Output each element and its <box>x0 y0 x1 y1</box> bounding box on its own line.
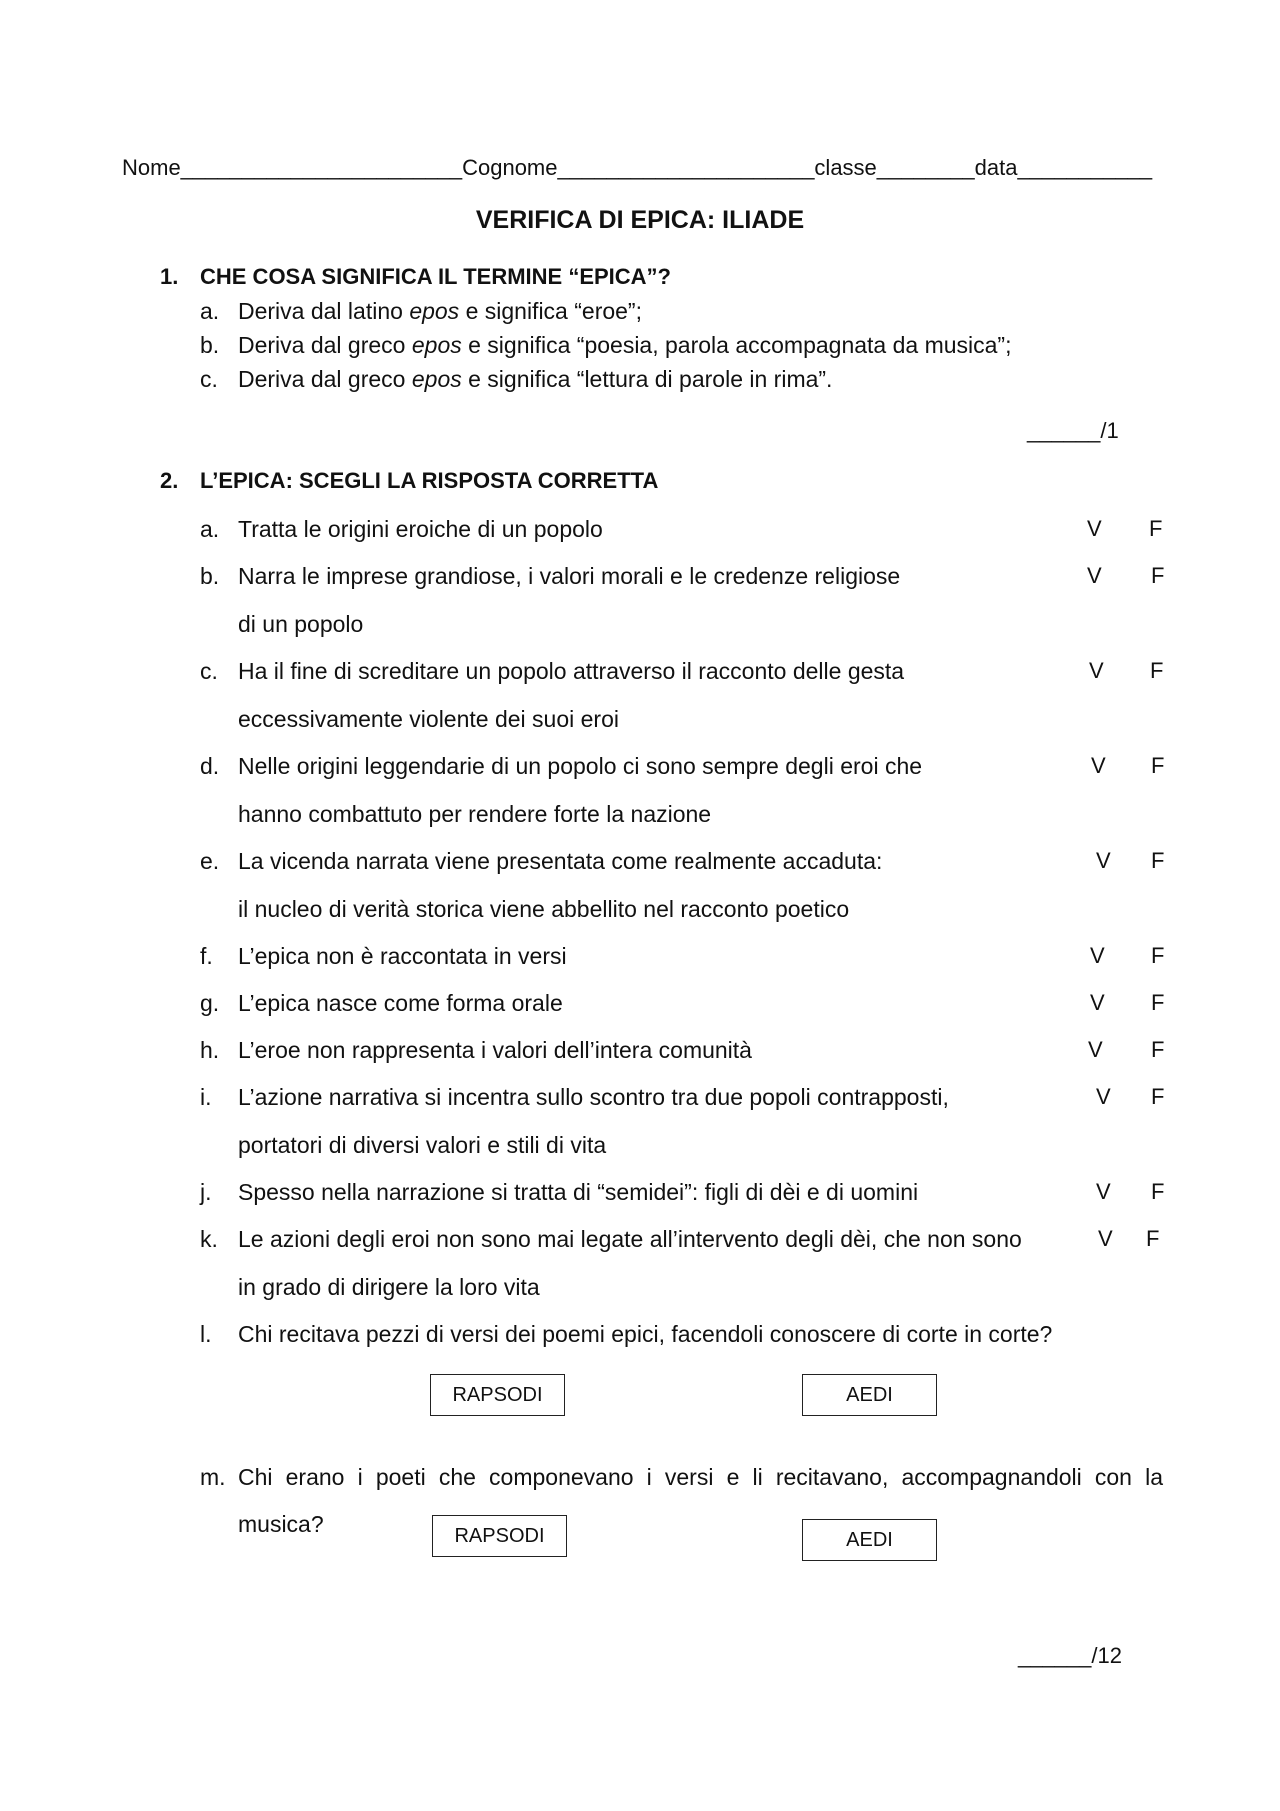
q2-item-i-text-cont: portatori di diversi valori e stili di vita <box>238 1132 607 1158</box>
q1-score-field[interactable]: ______/1 <box>1027 418 1119 443</box>
q2-item-b-false-option[interactable]: F <box>1151 563 1165 588</box>
q1-option-b-post: e significa “poesia, parola accompagnata da musica”; <box>461 332 1012 358</box>
q2-item-g-false-option[interactable]: F <box>1151 990 1165 1015</box>
q2-item-b-true-option[interactable]: V <box>1087 563 1102 588</box>
question-1-number: 1. <box>160 264 179 289</box>
q2-item-a-text: Tratta le origini eroiche di un popolo <box>238 516 603 542</box>
question-1-heading <box>160 266 671 288</box>
q2-item-a-letter: a. <box>200 516 220 542</box>
page-title: VERIFICA DI EPICA: ILIADE <box>475 206 805 234</box>
q2-item-c-false-option[interactable]: F <box>1150 658 1164 683</box>
q2-item-c-text-cont: eccessivamente violente dei suoi eroi <box>238 706 619 732</box>
question-2-heading <box>160 470 658 492</box>
q2-item-c-true-option[interactable]: V <box>1089 658 1104 683</box>
q2-item-m-text: Chi erano i poeti che componevano i versi e li recitavano, accompagnandoli con la <box>238 1464 1163 1490</box>
q2-item-a-false-option[interactable]: F <box>1149 516 1163 541</box>
student-info-line[interactable]: Nome_______________________Cognome_____________________classe________data___________ <box>122 155 1153 180</box>
q2-item-d-true-option[interactable]: V <box>1091 753 1106 778</box>
q2-item-j-text: Spesso nella narrazione si tratta di “semidei”: figli di dèi e di uomini <box>238 1179 919 1205</box>
q1-option-b[interactable] <box>238 334 1011 357</box>
q2-item-m-rapsodi-choice[interactable]: RAPSODI <box>432 1515 567 1557</box>
q2-item-l-letter: l. <box>200 1321 212 1347</box>
q2-item-l-aedi-choice[interactable]: AEDI <box>802 1374 937 1416</box>
q2-item-b-letter: b. <box>200 563 220 589</box>
q2-item-m-aedi-choice[interactable]: AEDI <box>802 1519 937 1561</box>
q2-item-k-letter: k. <box>200 1226 218 1252</box>
q1-option-c[interactable] <box>238 368 832 391</box>
q1-option-b-term: epos <box>411 332 462 358</box>
q2-item-b-text: Narra le imprese grandiose, i valori morali e le credenze religiose <box>238 563 901 589</box>
question-2-number: 2. <box>160 468 179 493</box>
q2-item-m-text-cont: musica? <box>238 1511 324 1537</box>
q2-item-d-text-cont: hanno combattuto per rendere forte la nazione <box>238 801 712 827</box>
q2-item-d-text: Nelle origini leggendarie di un popolo ci sono sempre degli eroi che <box>238 753 923 779</box>
q2-item-c-text: Ha il fine di screditare un popolo attraverso il racconto delle gesta <box>238 658 905 684</box>
q2-item-b-text-cont: di un popolo <box>238 611 364 637</box>
q2-item-h-letter: h. <box>200 1037 220 1063</box>
q2-item-d-false-option[interactable]: F <box>1151 753 1165 778</box>
q2-item-g-true-option[interactable]: V <box>1090 990 1105 1015</box>
q1-option-a-pre: Deriva dal latino <box>238 298 410 324</box>
q2-item-e-text-cont: il nucleo di verità storica viene abbellito nel racconto poetico <box>238 896 850 922</box>
q2-item-l-rapsodi-choice[interactable]: RAPSODI <box>430 1374 565 1416</box>
q2-item-e-true-option[interactable]: V <box>1096 848 1111 873</box>
q2-item-i-letter: i. <box>200 1084 212 1110</box>
q2-item-h-true-option[interactable]: V <box>1088 1037 1103 1062</box>
q2-item-e-letter: e. <box>200 848 220 874</box>
q1-option-b-pre: Deriva dal greco <box>238 332 412 358</box>
q1-option-c-letter: c. <box>200 366 218 392</box>
q2-item-j-true-option[interactable]: V <box>1096 1179 1111 1204</box>
q2-item-g-letter: g. <box>200 990 220 1016</box>
q2-item-a-true-option[interactable]: V <box>1087 516 1102 541</box>
q2-item-e-false-option[interactable]: F <box>1151 848 1165 873</box>
q2-item-i-text: L’azione narrativa si incentra sullo scontro tra due popoli contrapposti, <box>238 1084 949 1110</box>
q2-item-j-false-option[interactable]: F <box>1151 1179 1165 1204</box>
q2-item-f-text: L’epica non è raccontata in versi <box>238 943 567 969</box>
q1-option-a-post: e significa “eroe”; <box>459 298 642 324</box>
q2-item-j-letter: j. <box>200 1179 212 1205</box>
q2-item-f-letter: f. <box>200 943 213 969</box>
q2-item-l-text: Chi recitava pezzi di versi dei poemi epici, facendoli conoscere di corte in corte? <box>238 1321 1053 1347</box>
q1-option-b-letter: b. <box>200 332 220 358</box>
q1-option-c-post: e significa “lettura di parole in rima”. <box>461 366 833 392</box>
question-2-text: L’EPICA: SCEGLI LA RISPOSTA CORRETTA <box>200 468 659 493</box>
q2-item-f-true-option[interactable]: V <box>1090 943 1105 968</box>
q2-item-e-text: La vicenda narrata viene presentata come realmente accaduta: <box>238 848 883 874</box>
q1-option-a-letter: a. <box>200 298 220 324</box>
q2-item-c-letter: c. <box>200 658 218 684</box>
q2-item-i-true-option[interactable]: V <box>1096 1084 1111 1109</box>
q1-option-a-term: epos <box>409 298 460 324</box>
q2-item-h-text: L’eroe non rappresenta i valori dell’intera comunità <box>238 1037 752 1063</box>
q2-item-k-text-cont: in grado di dirigere la loro vita <box>238 1274 540 1300</box>
q1-option-a[interactable] <box>238 300 642 323</box>
q2-item-k-false-option[interactable]: F <box>1146 1226 1160 1251</box>
q2-item-m-letter: m. <box>200 1464 226 1490</box>
q2-item-i-false-option[interactable]: F <box>1151 1084 1165 1109</box>
q2-item-g-text: L’epica nasce come forma orale <box>238 990 563 1016</box>
q2-score-field[interactable]: ______/12 <box>1018 1643 1122 1668</box>
question-1-text: CHE COSA SIGNIFICA IL TERMINE “EPICA”? <box>200 264 671 289</box>
q1-option-c-term: epos <box>411 366 462 392</box>
q2-item-k-true-option[interactable]: V <box>1098 1226 1113 1251</box>
q1-option-c-pre: Deriva dal greco <box>238 366 412 392</box>
q2-item-k-text: Le azioni degli eroi non sono mai legate all’intervento degli dèi, che non sono <box>238 1226 1022 1252</box>
q2-item-f-false-option[interactable]: F <box>1151 943 1165 968</box>
q2-item-d-letter: d. <box>200 753 220 779</box>
q2-item-h-false-option[interactable]: F <box>1151 1037 1165 1062</box>
